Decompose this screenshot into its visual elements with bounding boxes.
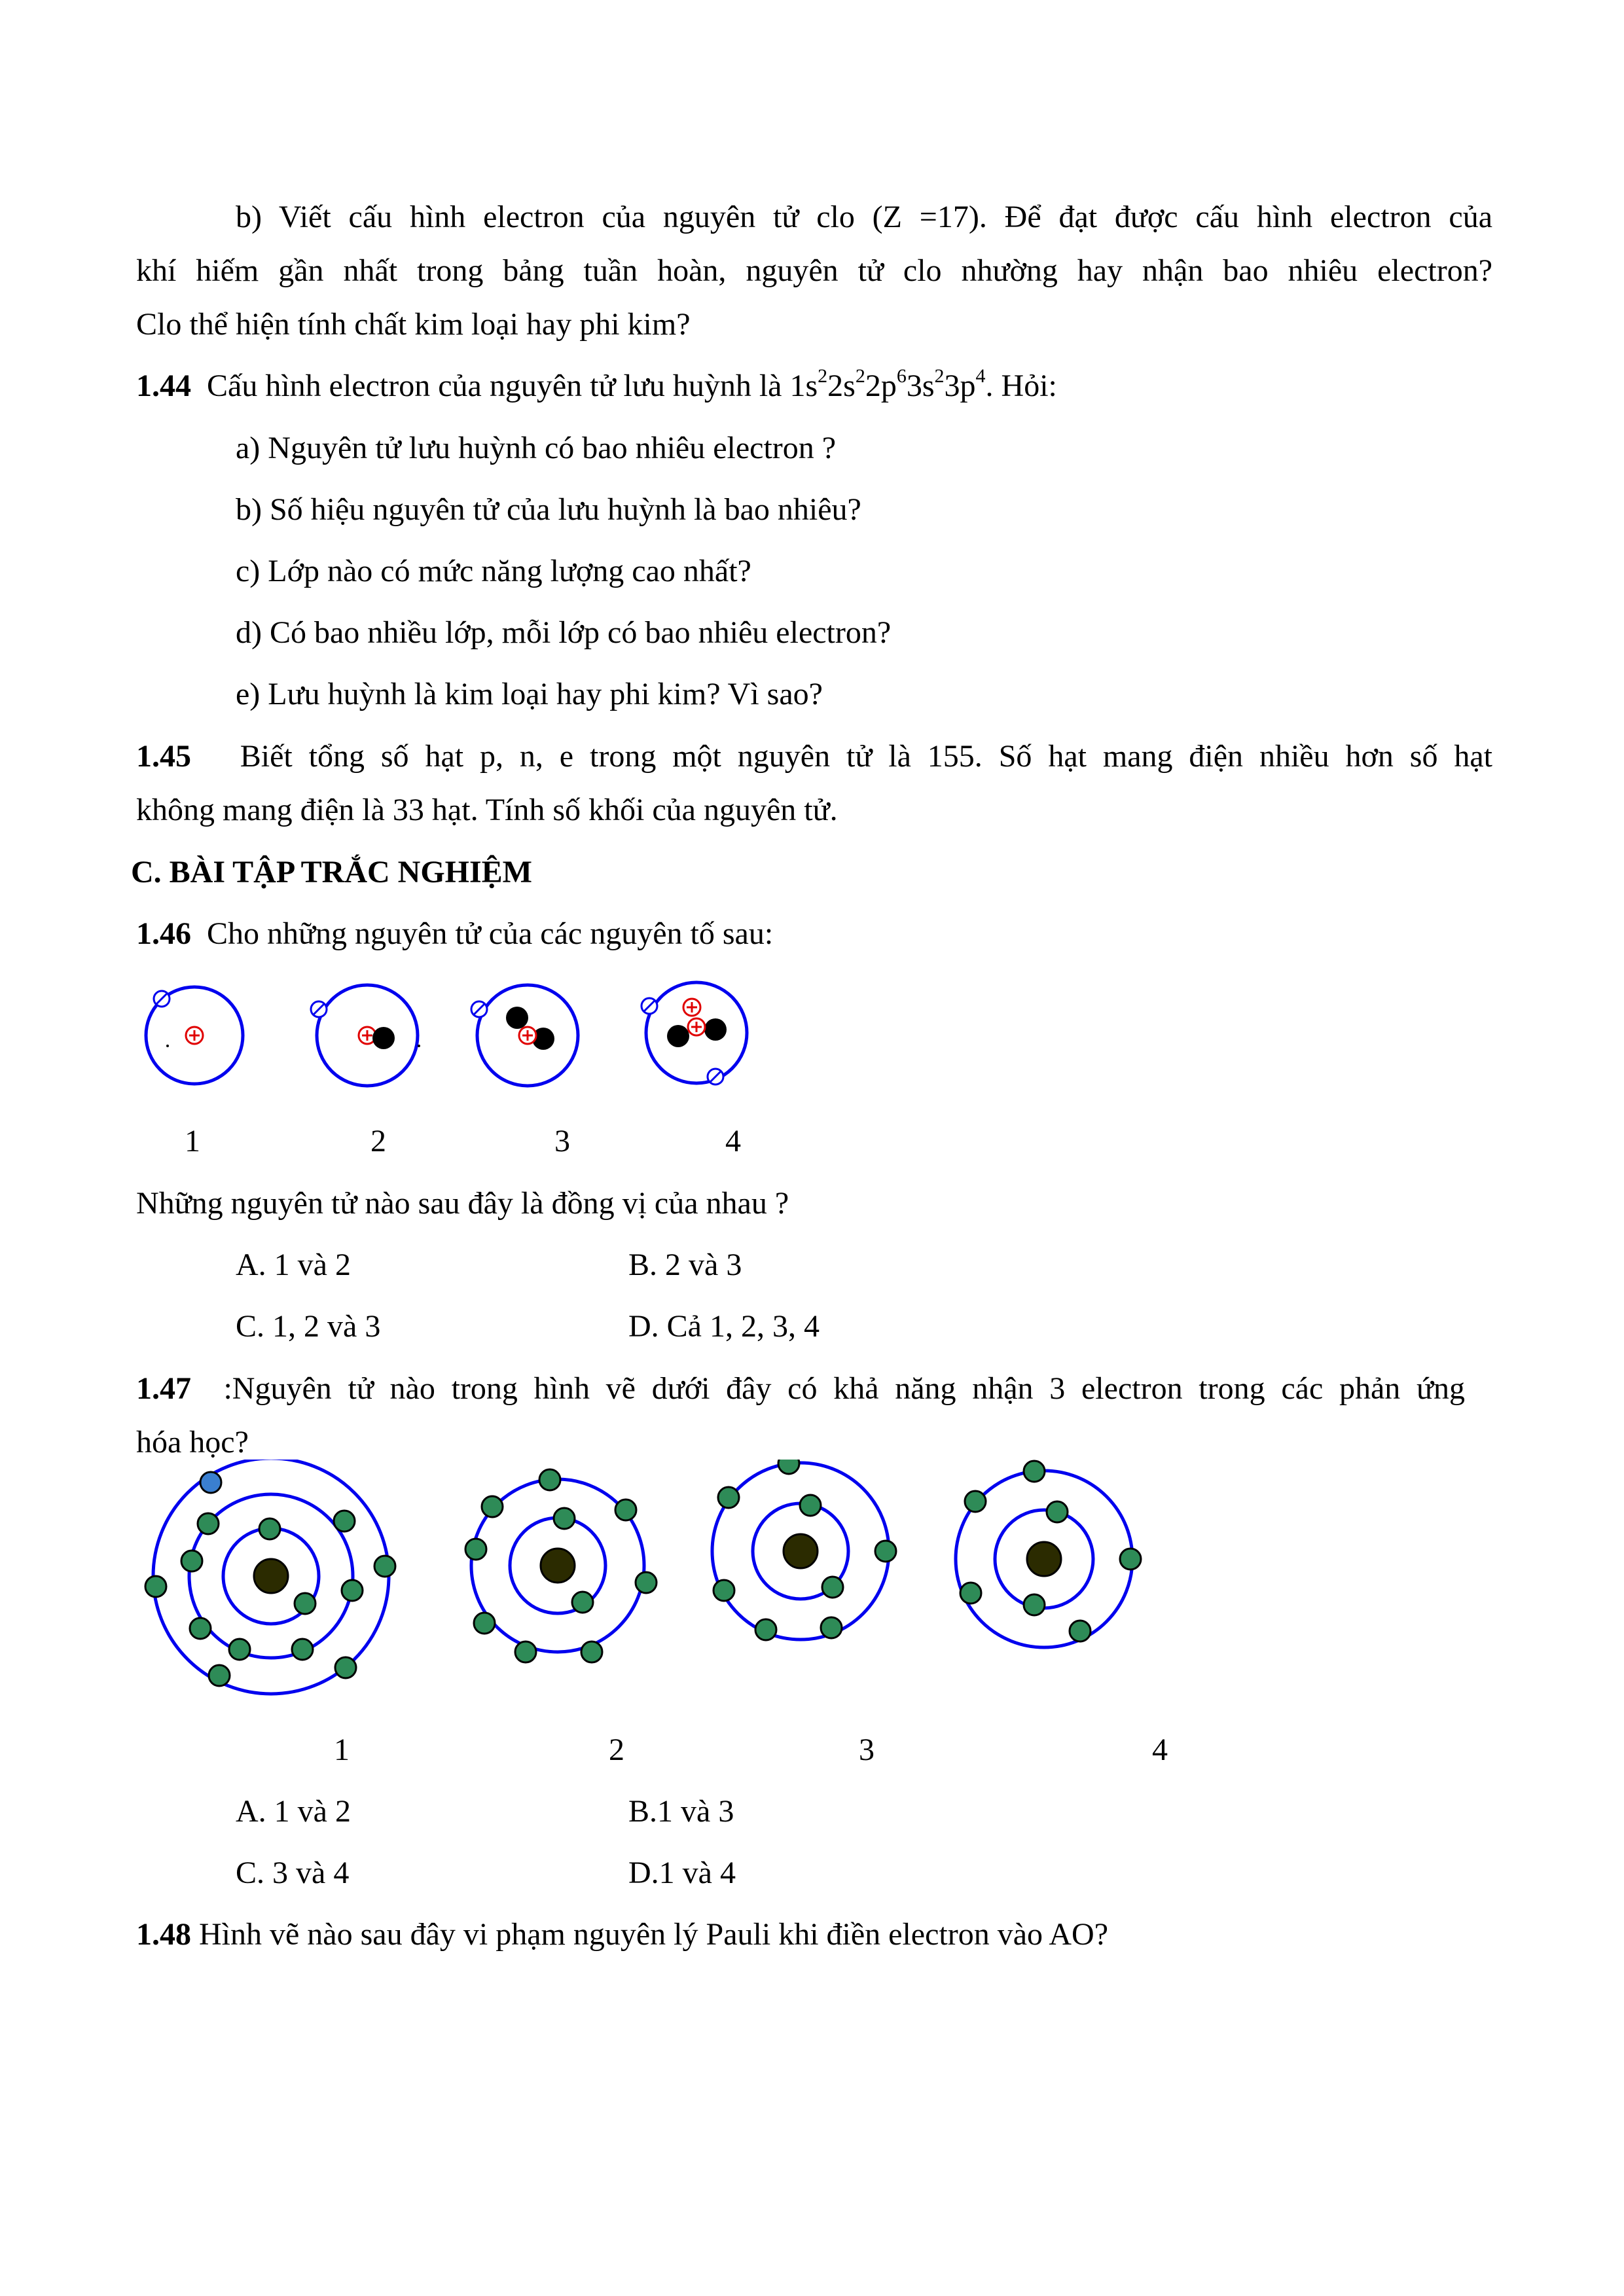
config-orbital: 3p xyxy=(944,368,976,403)
q144-line xyxy=(136,367,1057,406)
q146-option-b: B. 2 và 3 xyxy=(628,1247,742,1282)
q148-line xyxy=(136,1915,1108,1954)
q146-option-c: C. 1, 2 và 3 xyxy=(236,1309,381,1344)
config-exponent: 2 xyxy=(818,365,828,387)
neutron-icon xyxy=(667,1025,689,1047)
q146-label-3: 3 xyxy=(554,1124,570,1158)
q147-option-b: B.1 và 3 xyxy=(628,1794,734,1829)
q144-item-c: c) Lớp nào có mức năng lượng cao nhất? xyxy=(236,554,751,588)
q147-label-2: 2 xyxy=(609,1732,624,1767)
q146-label-4: 4 xyxy=(725,1124,741,1158)
q144-item-a: a) Nguyên tử lưu huỳnh có bao nhiêu electron ? xyxy=(236,431,837,465)
q146-label-1: 1 xyxy=(185,1124,200,1158)
config-orbital: 2s xyxy=(827,368,856,403)
config-orbital: 3s xyxy=(906,368,935,403)
atom-1 xyxy=(146,987,243,1084)
q147-label-3: 3 xyxy=(859,1732,875,1767)
q147-text: :Nguyên tử nào trong hình vẽ dưới đây có khả năng nhận 3 electron trong các phản ứng xyxy=(223,1371,1466,1406)
p1-line1: b) Viết cấu hình electron của nguyên tử clo (Z =17). Để đạt được cấu hình electron của xyxy=(236,200,1492,234)
q145-line2: không mang điện là 33 hạt. Tính số khối của nguyên tử. xyxy=(136,793,838,827)
q146-label-2: 2 xyxy=(370,1124,386,1158)
atom-2 xyxy=(311,985,420,1086)
nucleus-icon xyxy=(1027,1542,1061,1576)
p1-line3: Clo thể hiện tính chất kim loại hay phi kim? xyxy=(136,307,691,342)
config-exponent: 2 xyxy=(934,365,945,387)
nucleus-icon xyxy=(784,1534,818,1568)
q147-line1 xyxy=(136,1369,1465,1408)
q146-number: 1.46 xyxy=(136,916,191,951)
q144-item-e: e) Lưu huỳnh là kim loại hay phi kim? Vì sao? xyxy=(236,677,823,711)
config-orbital: 1s xyxy=(789,368,818,403)
q144-text: Cấu hình electron của nguyên tử lưu huỳnh là xyxy=(207,368,790,403)
q147-option-c: C. 3 và 4 xyxy=(236,1856,350,1890)
electron-highlight-icon xyxy=(200,1472,221,1493)
isotope-figure xyxy=(0,975,785,1119)
neutron-icon xyxy=(704,1018,727,1041)
q147-label-1: 1 xyxy=(334,1732,350,1767)
q146-line xyxy=(136,914,773,954)
q144-number: 1.44 xyxy=(136,368,191,403)
q148-number: 1.48 xyxy=(136,1917,191,1952)
q144-item-d: d) Có bao nhiều lớp, mỗi lớp có bao nhiêu electron? xyxy=(236,615,892,650)
q147-number: 1.47 xyxy=(136,1371,191,1406)
q146-question: Những nguyên tử nào sau đây là đồng vị của nhau ? xyxy=(136,1186,789,1221)
q144-item-b: b) Số hiệu nguyên tử của lưu huỳnh là bao nhiêu? xyxy=(236,492,861,527)
nucleus-icon xyxy=(254,1559,288,1593)
q145-text: Biết tổng số hạt p, n, e trong một nguyên tử là 155. Số hạt mang điện nhiều hơn số hạt xyxy=(240,739,1493,774)
q147-option-d: D.1 và 4 xyxy=(628,1856,736,1890)
config-orbital: 2p xyxy=(865,368,897,403)
q146-text: Cho những nguyên tử của các nguyên tố sau: xyxy=(207,916,774,951)
q144-text-after: . Hỏi: xyxy=(985,368,1057,403)
q148-text: Hình vẽ nào sau đây vi phạm nguyên lý Pauli khi điền electron vào AO? xyxy=(199,1917,1109,1952)
config-exponent: 6 xyxy=(896,365,907,387)
atom-3 xyxy=(471,985,578,1086)
q147-line2: hóa học? xyxy=(136,1425,249,1460)
q147-label-4: 4 xyxy=(1152,1732,1168,1767)
atom-4 xyxy=(641,982,747,1085)
q146-option-d: D. Cả 1, 2, 3, 4 xyxy=(628,1309,820,1344)
electron-configuration xyxy=(789,365,986,403)
nucleus-icon xyxy=(541,1549,575,1583)
p1-line2: khí hiếm gần nhất trong bảng tuần hoàn, nguyên tử clo nhường hay nhận bao nhiêu electron? xyxy=(136,253,1492,288)
section-heading: C. BÀI TẬP TRẮC NGHIỆM xyxy=(131,855,532,889)
q145-line1 xyxy=(136,737,1492,776)
q147-option-a: A. 1 và 2 xyxy=(236,1794,351,1829)
neutron-icon xyxy=(506,1007,528,1029)
q146-option-a: A. 1 và 2 xyxy=(236,1247,351,1282)
q145-number: 1.45 xyxy=(136,739,191,774)
config-exponent: 2 xyxy=(855,365,865,387)
neutron-icon xyxy=(372,1027,395,1049)
config-exponent: 4 xyxy=(975,365,986,387)
bohr-figure xyxy=(0,1460,1178,1708)
